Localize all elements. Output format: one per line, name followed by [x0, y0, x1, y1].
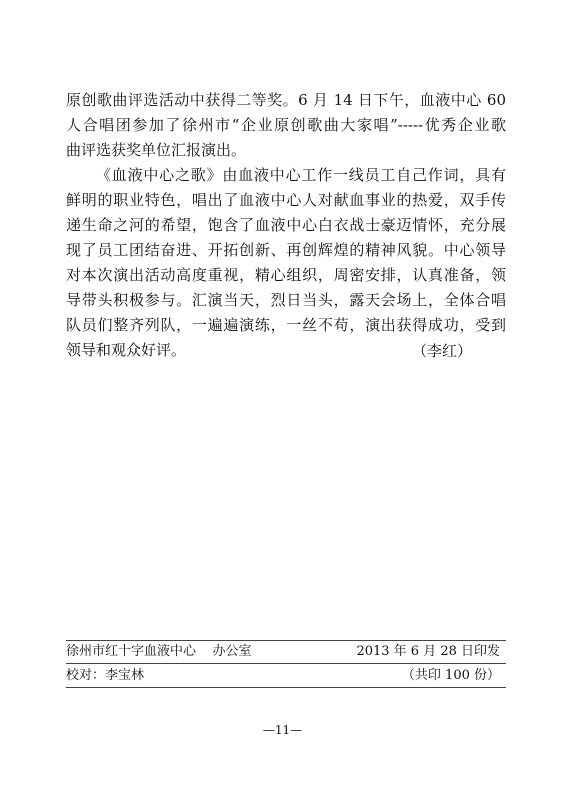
article-line: 鲜明的职业特色，唱出了血液中心人对献血事业的热爱，双手传 — [66, 191, 506, 209]
issuer-label: 徐州市红十字血液中心 办公室 — [66, 644, 252, 659]
proofreader-label: 校对：李宝林 — [66, 668, 145, 683]
article-line: 递生命之河的希望，饱含了血液中心白衣战士豪迈情怀，充分展 — [66, 216, 506, 234]
footer-issue-row — [66, 643, 506, 661]
article-line: 原创歌曲评选活动中获得二等奖。6 月 14 日下午，血液中心 60 — [66, 91, 506, 109]
article-line: 对本次演出活动高度重视，精心组织，周密安排，认真准备，领 — [66, 266, 506, 284]
page-number: —11— — [262, 723, 303, 737]
article-line: 导带头积极参与。汇演当天，烈日当头，露天会场上，全体合唱 — [66, 291, 506, 309]
article-line: 领导和观众好评。 — [66, 341, 187, 359]
footer-top-rule — [66, 640, 506, 641]
article-line: 曲评选获奖单位汇报演出。 — [66, 141, 247, 159]
print-date: 2013 年 6 月 28 日印发 — [356, 644, 500, 659]
footer-proof-row — [66, 667, 506, 685]
article-body — [66, 88, 506, 363]
footer-bottom-rule — [66, 687, 506, 688]
copies-count: （共印 100 份） — [401, 668, 500, 683]
article-author: （李红） — [412, 342, 473, 360]
article-line: 人合唱团参加了徐州市“企业原创歌曲大家唱”-----优秀企业歌 — [66, 116, 506, 134]
article-line: 队员们整齐列队，一遍遍演练，一丝不苟，演出获得成功，受到 — [66, 316, 506, 334]
article-line: 现了员工团结奋进、开拓创新、再创辉煌的精神风貌。中心领导 — [66, 241, 506, 259]
article-line: 《血液中心之歌》由血液中心工作一线员工自己作词，具有 — [96, 166, 506, 184]
footer-middle-rule — [66, 663, 506, 664]
